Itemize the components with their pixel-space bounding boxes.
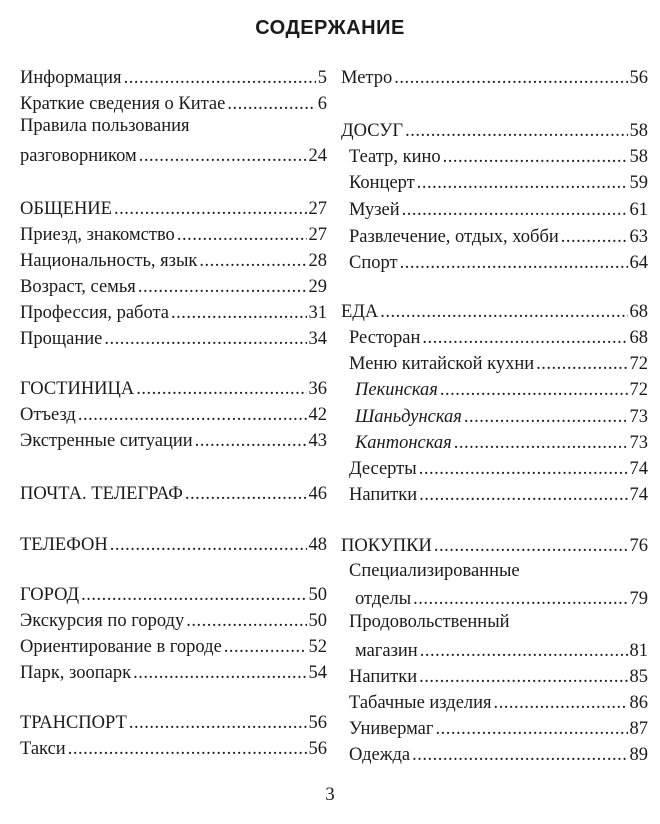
- toc-entry: Приезд, знакомство ..... 27: [20, 220, 327, 246]
- toc-section: ПОЧТА. ТЕЛЕГРАФ ..... 46: [20, 479, 327, 505]
- toc-subentry: Шаньдунская ..... 73: [355, 402, 648, 428]
- toc-entry: Универмаг ..... 87: [349, 714, 648, 740]
- toc-section: ЕДА ..... 68: [341, 297, 648, 323]
- toc-entry: Напитки ..... 85: [349, 662, 648, 688]
- toc-subentry: Кантонская ..... 73: [355, 428, 648, 454]
- toc-entry: Меню китайской кухни ..... 72: [349, 349, 648, 375]
- toc-entry: Правила пользования: [20, 116, 190, 136]
- toc-entry: Национальность, язык ..... 28: [20, 246, 327, 272]
- toc-entry: Ориентирование в городе ..... 52: [20, 632, 327, 658]
- toc-entry: Прощание ..... 34: [20, 324, 327, 350]
- toc-entry: Парк, зоопарк ..... 54: [20, 658, 327, 684]
- toc-entry: Музей ..... 61: [349, 195, 648, 221]
- toc-entry: Профессия, работа ..... 31: [20, 298, 327, 324]
- toc-entry: Театр, кино ..... 58: [349, 142, 648, 168]
- toc-entry: Экскурсия по городу ..... 50: [20, 606, 327, 632]
- toc-section: ТЕЛЕФОН ..... 48: [20, 530, 327, 556]
- toc-entry: Ресторан ..... 68: [349, 323, 648, 349]
- toc-entry: Краткие сведения о Китае ..... 6: [20, 89, 327, 115]
- toc-entry: Одежда ..... 89: [349, 740, 648, 766]
- toc-entry: Метро ..... 56: [341, 63, 648, 89]
- toc-entry: Продовольственный: [349, 612, 510, 632]
- toc-entry: Табачные изделия ..... 86: [349, 688, 648, 714]
- toc-section: ДОСУГ ..... 58: [341, 116, 648, 142]
- toc-entry: разговорником ..... 24: [20, 141, 327, 167]
- toc-subentry: Пекинская ..... 72: [355, 375, 648, 401]
- toc-entry: Возраст, семья ..... 29: [20, 272, 327, 298]
- toc-entry: магазин ..... 81: [355, 636, 648, 662]
- toc-section: ОБЩЕНИЕ ..... 27: [20, 194, 327, 220]
- toc-entry: Спорт ..... 64: [349, 248, 648, 274]
- toc-section: ТРАНСПОРТ ..... 56: [20, 708, 327, 734]
- toc-entry: Такси ..... 56: [20, 734, 327, 760]
- toc-section: ПОКУПКИ ..... 76: [341, 531, 648, 557]
- toc-entry: Информация ..... 5: [20, 63, 327, 89]
- toc-entry: Специализированные: [349, 561, 520, 581]
- toc-entry: отделы ..... 79: [355, 584, 648, 610]
- toc-entry: Напитки ..... 74: [349, 480, 648, 506]
- toc-entry: Десерты ..... 74: [349, 454, 648, 480]
- toc-entry: Концерт ..... 59: [349, 168, 648, 194]
- page-title: СОДЕРЖАНИЕ: [255, 17, 405, 39]
- toc-section: ГОСТИНИЦА ..... 36: [20, 374, 327, 400]
- toc-entry: Отъезд ..... 42: [20, 400, 327, 426]
- toc-entry: Экстренные ситуации ..... 43: [20, 426, 327, 452]
- page-number: 3: [325, 784, 335, 805]
- toc-section: ГОРОД ..... 50: [20, 580, 327, 606]
- toc-entry: Развлечение, отдых, хобби ..... 63: [349, 222, 648, 248]
